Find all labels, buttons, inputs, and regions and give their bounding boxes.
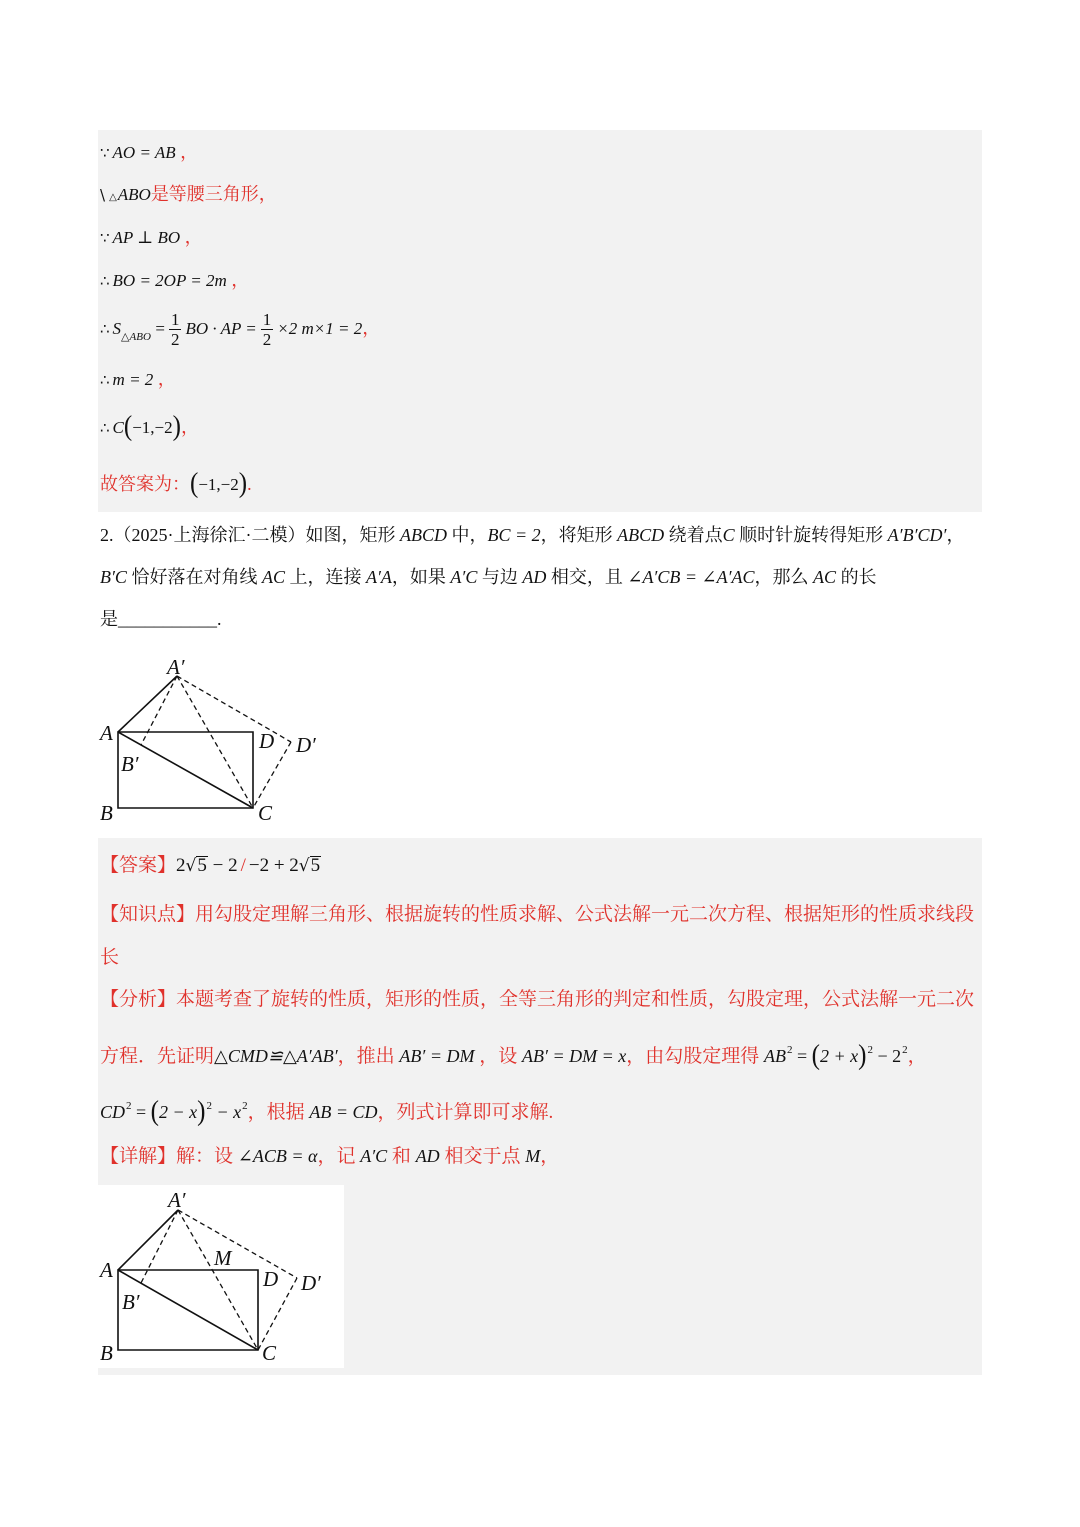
figure-rotated-rectangle-with-m: [98, 1185, 344, 1368]
detail-text: ，: [540, 1146, 560, 1167]
therefore-symbol: ∴: [100, 419, 110, 437]
segment-a-prime-a: [118, 676, 177, 732]
problem-2-line-2: [100, 562, 877, 592]
label-b-prime: B′: [122, 1290, 140, 1314]
figure-rotated-rectangle: [98, 645, 338, 830]
because-symbol: ∵: [100, 144, 110, 162]
analysis-math: △CMD≌△A′AB′: [214, 1046, 338, 1066]
solution-line-2: [100, 179, 277, 209]
problem-math: A′B′CD′: [887, 525, 947, 545]
problem-math: AC: [813, 567, 837, 587]
label-d-prime: D′: [301, 1271, 321, 1295]
detail-text: 和: [391, 1146, 411, 1167]
sqrt-symbol: √: [298, 856, 310, 876]
math-expression: AO = AB: [112, 143, 176, 162]
problem-math: ∠A′CB = ∠A′AC: [627, 567, 755, 587]
coefficient: 2: [176, 855, 186, 876]
solution-line-5-area: [100, 303, 380, 353]
analysis-text: ，: [907, 1046, 927, 1067]
detail-math: ∠ACB = α: [237, 1146, 318, 1166]
math-expression: m = 2: [112, 370, 154, 389]
problem-math: ABCD: [617, 525, 665, 545]
analysis-math: AB = CD: [309, 1102, 378, 1122]
label-d: D: [259, 729, 275, 753]
punctuation: ，: [157, 369, 176, 389]
left-paren: (: [811, 1039, 820, 1071]
analysis-text: ，推出: [337, 1046, 395, 1067]
knowledge-text: 长: [100, 947, 120, 968]
expression-lead: −2 + 2: [248, 855, 299, 876]
problem-text: 的长: [840, 567, 877, 587]
exponent: 2: [242, 1100, 248, 1112]
detail-text: ，记: [317, 1146, 356, 1167]
math-expression: BO = 2OP = 2m: [112, 271, 227, 290]
final-answer-line: [100, 464, 252, 504]
minus-term: − x: [211, 1102, 242, 1122]
detail-math: AD: [415, 1146, 440, 1166]
answer-label: 【答案】: [100, 855, 177, 876]
label-b: B: [100, 1341, 113, 1365]
problem-2-line-1: [100, 520, 964, 550]
label-c: C: [258, 801, 273, 825]
therefore-symbol: ∴: [100, 371, 110, 389]
knowledge-text: 【知识点】用勾股定理解三角形、根据旋转的性质求解、公式法解一元二次方程、根据矩形的性质求线段: [100, 904, 975, 925]
label-a-prime: A′: [167, 655, 185, 679]
problem-text: ，将矩形: [540, 525, 613, 545]
problem-math: AC: [261, 567, 285, 587]
point-label: C: [112, 418, 124, 437]
coordinates: −1,−2: [132, 418, 173, 437]
label-d-prime: D′: [296, 733, 316, 757]
problem-math: ABCD: [400, 525, 447, 545]
problem-2-line-3: [100, 604, 222, 634]
exponent: 2: [206, 1100, 212, 1112]
because-symbol: ∵: [100, 229, 110, 247]
label-a: A: [100, 1258, 113, 1282]
problem-math: B′C: [100, 567, 127, 587]
label-a: A: [100, 721, 113, 745]
radicand: 5: [310, 855, 321, 876]
problem-math: C: [722, 525, 735, 545]
exponent: 2: [902, 1044, 908, 1056]
fraction-numerator: 1: [262, 309, 272, 329]
equals-sign: =: [155, 319, 165, 338]
punctuation: ，: [180, 142, 199, 162]
right-paren: ): [172, 410, 181, 442]
knowledge-line-2: [100, 943, 119, 973]
problem-text: ，如果: [391, 567, 446, 587]
label-b-prime: B′: [121, 752, 139, 776]
exponent: 2: [126, 1100, 132, 1112]
label-d: D: [263, 1267, 279, 1291]
analysis-math: AB′ = DM: [399, 1046, 475, 1066]
problem-text: 与边: [481, 567, 518, 587]
problem-text: ，那么: [754, 567, 809, 587]
problem-math: AD: [522, 567, 547, 587]
math-expression: ×2 m×1 = 2: [277, 319, 363, 338]
answer-panel: [98, 838, 982, 1375]
label-a-prime: A′: [168, 1188, 186, 1212]
minus-term: − 2: [872, 1046, 902, 1066]
problem-math: A′C: [450, 567, 478, 587]
backslash-symbol: \: [100, 186, 106, 204]
problem-math: BC = 2: [487, 525, 541, 545]
right-paren: ): [197, 1095, 206, 1127]
answer-blank-text: 是___________.: [100, 609, 222, 629]
problem-math: A′A: [365, 567, 392, 587]
triangle-symbol: △: [109, 192, 117, 203]
knowledge-line-1: [100, 900, 974, 930]
analysis-text: ，设: [479, 1046, 518, 1067]
label-b: B: [100, 801, 113, 825]
problem-text: 上，连接: [289, 567, 362, 587]
answer-line: [100, 851, 321, 881]
analysis-text: 【分析】本题考查了旋转的性质，矩形的性质，全等三角形的判定和性质，勾股定理，公式法解一元二次: [100, 989, 975, 1010]
area-subscript: △ABO: [121, 331, 151, 343]
left-paren: (: [190, 467, 199, 499]
paren-inner: 2 + x: [819, 1046, 859, 1066]
math-expression: ABO: [117, 185, 151, 204]
detail-line: [100, 1141, 559, 1171]
base: CD: [100, 1102, 126, 1122]
solution-line-6: [100, 364, 176, 394]
solution-line-1: [100, 137, 198, 167]
analysis-text: ，列式计算即可求解.: [377, 1102, 554, 1123]
analysis-line-3: [100, 1088, 554, 1127]
detail-math: A′C: [360, 1146, 388, 1166]
left-paren: (: [123, 410, 133, 442]
explanation-text: 是等腰三角形，: [150, 184, 277, 204]
detail-text: 【详解】解：设: [100, 1146, 234, 1167]
therefore-symbol: ∴: [100, 320, 110, 338]
problem-text: ，: [946, 525, 965, 545]
left-paren: (: [150, 1095, 159, 1127]
solution-line-7: [100, 407, 199, 447]
problem-text: 绕着点: [668, 525, 723, 545]
analysis-text: ，由勾股定理得: [626, 1046, 760, 1067]
fraction-denominator: 2: [170, 330, 180, 350]
punctuation: ，: [362, 318, 381, 338]
punctuation: .: [247, 474, 252, 494]
problem-text: 中，: [451, 525, 488, 545]
area-letter: S: [112, 319, 122, 338]
equals-sign: =: [131, 1102, 151, 1122]
math-expression: BO · AP =: [185, 319, 257, 338]
fraction-denominator: 2: [262, 330, 272, 350]
analysis-line-2: [100, 1032, 927, 1071]
math-expression: AP ⊥ BO: [112, 228, 181, 247]
equals-sign: =: [792, 1046, 812, 1066]
label-c: C: [262, 1341, 277, 1365]
sqrt-symbol: √: [185, 856, 197, 876]
problem-text: 顺时针旋转得矩形: [739, 525, 884, 545]
segment-a-prime-c: [177, 676, 253, 808]
punctuation: ，: [231, 270, 250, 290]
area-symbol: [112, 319, 151, 343]
analysis-line-1: [100, 985, 974, 1015]
detail-math: M: [525, 1146, 541, 1166]
solution-panel-top: [98, 130, 982, 512]
segment-a-prime-b-prime: [141, 676, 177, 745]
paren-inner: 2 − x: [159, 1102, 198, 1122]
coordinates: −1,−2: [198, 475, 239, 494]
fraction-one-half: [261, 311, 274, 350]
pythagoras-equation-ab: [763, 1039, 908, 1071]
answer-expression-1: [176, 855, 238, 876]
pythagoras-equation-cd: [100, 1095, 248, 1127]
right-paren: ): [858, 1039, 867, 1071]
analysis-text: 方程．先证明: [100, 1046, 215, 1067]
punctuation: ，: [180, 417, 199, 437]
solid-segments: [118, 676, 253, 808]
answer-separator: /: [240, 855, 246, 876]
base: AB: [763, 1046, 786, 1066]
problem-text: 2.（2025·上海徐汇·二模）如图，矩形: [100, 525, 396, 545]
detail-text: 相交于点: [444, 1146, 521, 1167]
solution-line-4: [100, 265, 249, 295]
final-answer-label: 故答案为：: [100, 474, 190, 494]
exponent: 2: [786, 1044, 793, 1056]
problem-text: 相交，且: [550, 567, 623, 587]
radicand: 5: [197, 855, 207, 876]
expression-rest: − 2: [207, 855, 238, 876]
exponent: 2: [867, 1044, 873, 1056]
analysis-text: ，根据: [247, 1102, 305, 1123]
right-paren: ): [238, 467, 248, 499]
punctuation: ，: [184, 227, 203, 247]
fraction-numerator: 1: [170, 309, 180, 329]
label-m: M: [214, 1246, 232, 1270]
problem-text: 恰好落在对角线: [131, 567, 258, 587]
therefore-symbol: ∴: [100, 272, 110, 290]
solution-line-3: [100, 222, 203, 252]
fraction-one-half: [169, 311, 182, 350]
analysis-math: AB′ = DM = x: [522, 1046, 627, 1066]
answer-expression-2: [249, 855, 321, 876]
